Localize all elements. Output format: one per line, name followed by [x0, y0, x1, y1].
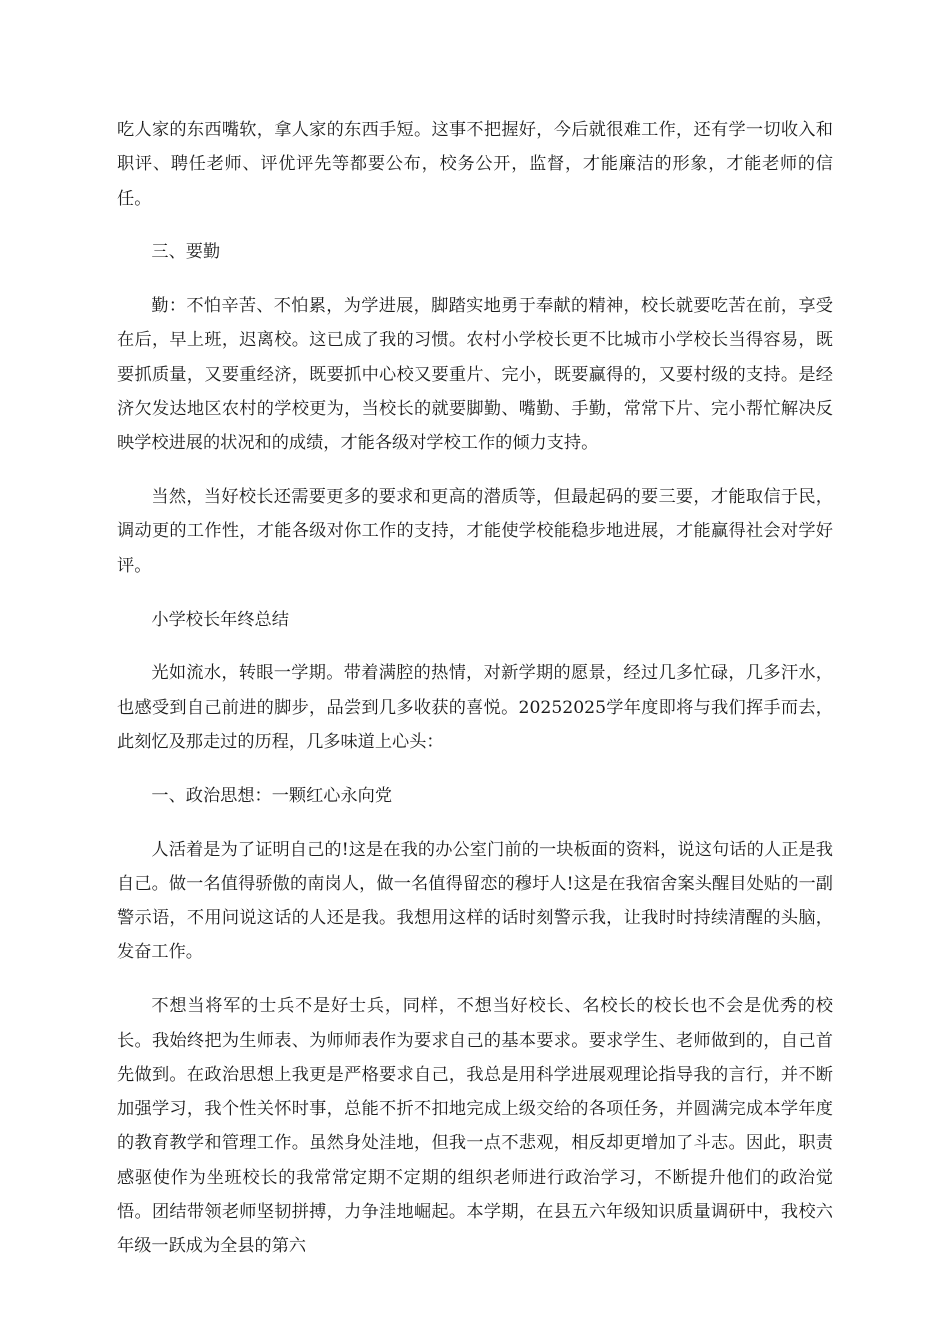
document-title-year-end-summary: 小学校长年终总结 [151, 609, 289, 630]
section-heading-diligence: 三、要勤 [151, 242, 221, 263]
paragraph-motto: 人活着是为了证明自己的!这是在我的办公室门前的一块板面的资料，说这句话的人正是我自己。做一名值得骄傲的南岗人，做一名值得留恋的穆圩人!这是在我宿舍案头醒目处贴的一副警示语，不用问说这话的人还是我。我想用这样的话时刻警示我，让我时时持续清醒的头脑，发奋工作。 [117, 839, 833, 963]
document-page [117, 113, 833, 1283]
section-heading-political-thought: 一、政治思想：一颗红心永向党 [151, 785, 393, 806]
paragraph-diligence: 勤：不怕辛苦、不怕累，为学进展，脚踏实地勇于奉献的精神，校长就要吃苦在前，享受在后，早上班，迟离校。这已成了我的习惯。农村小学校长更不比城市小学校长当得容易，既要抓质量，又要重经济，既要抓中心校又要重片、完小，既要赢得的，又要村级的支持。是经济欠发达地区农村的学校更为，当校长的就要脚勤、嘴勤、手勤，常常下片、完小帮忙解决反映学校进展的状况和的成绩，才能各级对学校工作的倾力支持。 [117, 296, 833, 454]
paragraph-conclusion: 当然，当好校长还需要更多的要求和更高的潜质等，但最起码的要三要，才能取信于民，调动更的工作性，才能各级对你工作的支持，才能使学校能稳步地进展，才能赢得社会对学好评。 [117, 487, 833, 576]
paragraph-introduction: 光如流水，转眼一学期。带着满腔的热情，对新学期的愿景，经过几多忙碌，几多汗水，也感受到自己前进的脚步，品尝到几多收获的喜悦。20252025学年度即将与我们挥手而去，此刻忆及那走过的历程，几多味道上心头： [117, 663, 833, 752]
paragraph-leadership: 不想当将军的士兵不是好士兵，同样，不想当好校长、名校长的校长也不会是优秀的校长。我始终把为生师表、为师师表作为要求自己的基本要求。要求学生、老师做到的，自己首先做到。在政治思想上我更是严格要求自己，我总是用科学进展观理论指导我的言行，并不断加强学习，我个性关怀时事，总能不折不扣地完成上级交给的各项任务，并圆满完成本学年度的教育教学和管理工作。虽然身处洼地，但我一点不悲观，相反却更增加了斗志。因此，职责感驱使作为坐班校长的我常常定期不定期的组织老师进行政治学习，不断提升他们的政治觉悟。团结带领老师坚韧拼搏，力争洼地崛起。本学期，在县五六年级知识质量调研中，我校六年级一跃成为全县的第六 [117, 996, 833, 1257]
paragraph-integrity-continued: 吃人家的东西嘴软，拿人家的东西手短。这事不把握好，今后就很难工作，还有学一切收入和职评、聘任老师、评优评先等都要公布，校务公开，监督，才能廉洁的形象，才能老师的信任。 [117, 120, 833, 209]
